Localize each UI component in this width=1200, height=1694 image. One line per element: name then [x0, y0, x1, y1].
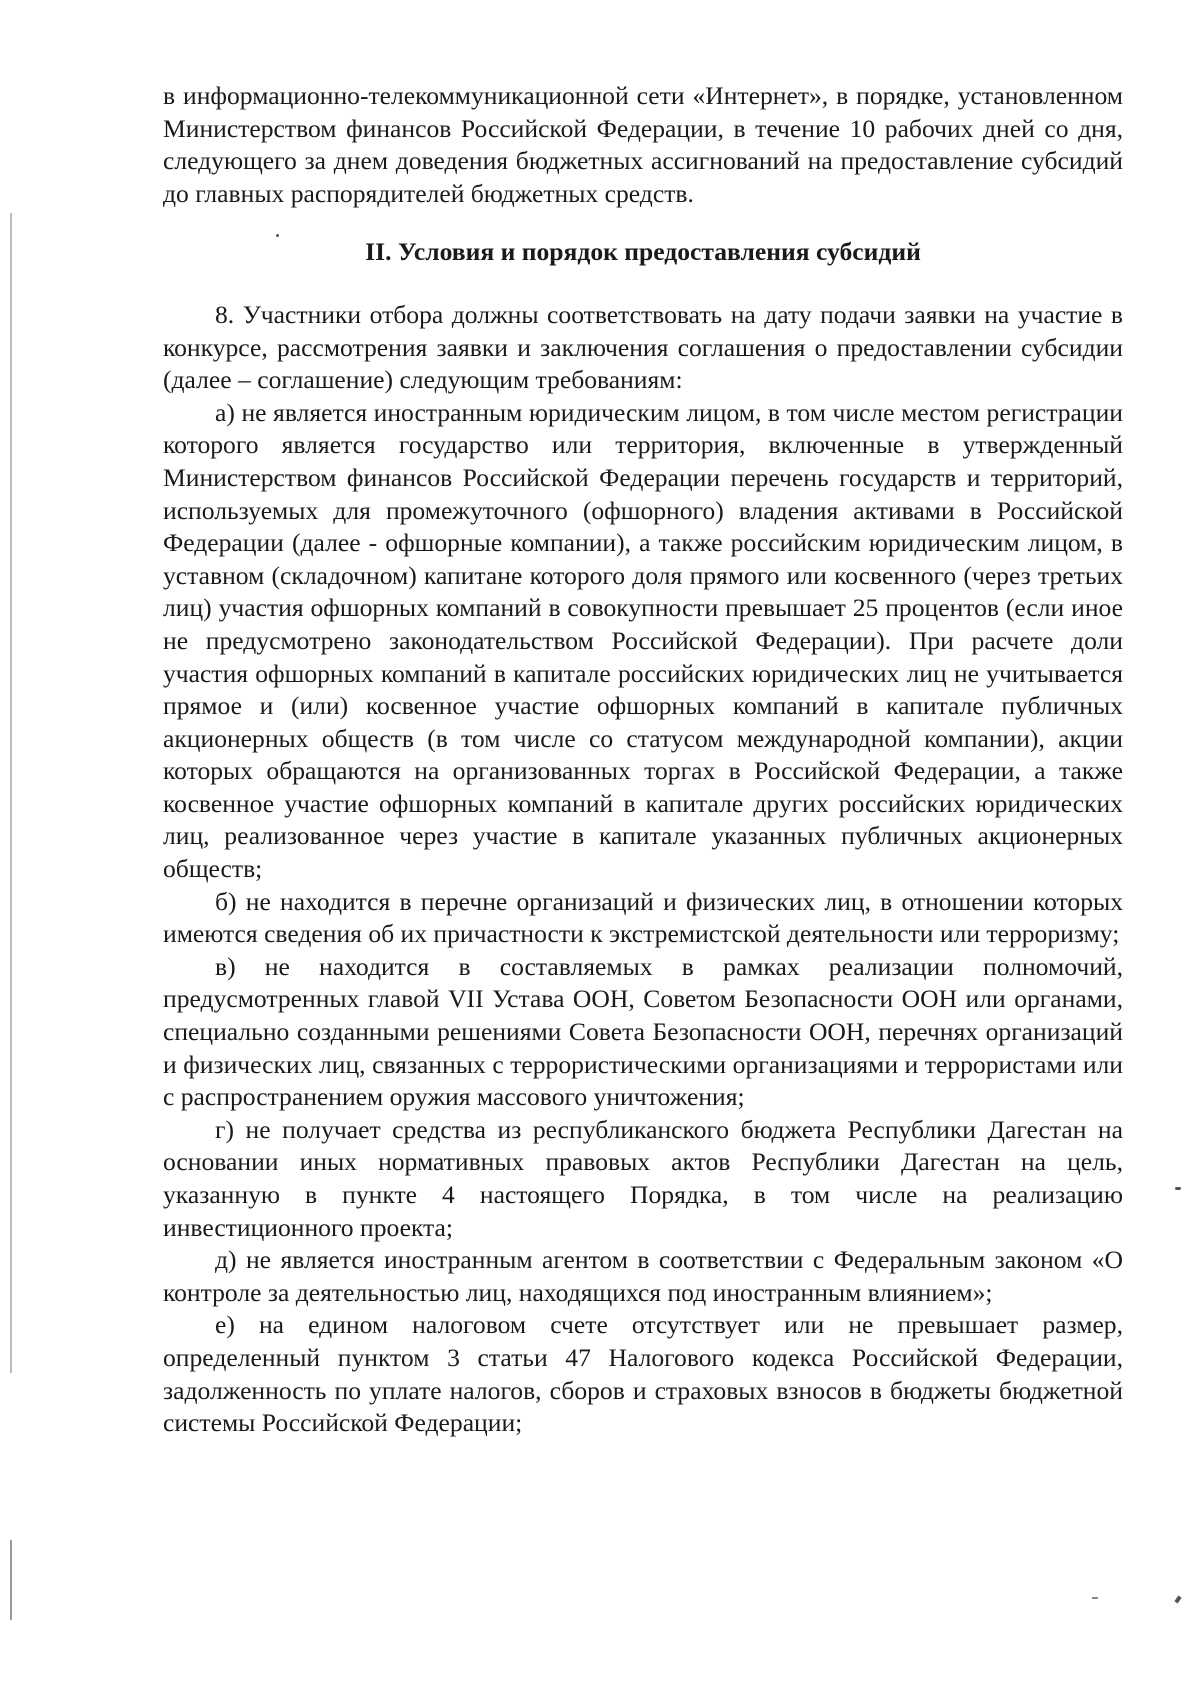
scan-artifact-left-line — [10, 213, 12, 1373]
paragraph-subitem-b: б) не находится в перечне организаций и физических лиц, в отношении которых имеются сведения об их причастности к экстремистской деятельности или терроризму; — [163, 886, 1123, 949]
intro-paragraph: в информационно-телекоммуникационной сети «Интернет», в порядке, установленном Министерством финансов Российской Федерации, в течение 10 рабочих дней со дня, следующего за днем доведения бюджетных ассигнований на предоставление субсидий до главных распорядителей бюджетных средств. — [163, 81, 1123, 208]
paragraph-subitem-a: а) не является иностранным юридическим лицом, в том числе местом регистрации которого является государство или территория, включенные в утвержденный Министерством финансов Российской Федерации перечень государств и территорий, используемых для промежуточного (офшорного) владения активами в Российской Федерации (далее - офшорные компании), а также российским юридическим лицом, в уставном (складочном) капитане которого доля прямого или косвенного (через третьих лиц) участия офшорных компаний в совокупности превышает 25 процентов (если иное не предусмотрено законодательством Российской Федерации). При расчете доли участия офшорных компаний в капитале российских юридических лиц не учитывается прямое и (или) косвенное участие офшорных компаний в капитале публичных акционерных обществ (в том числе со статусом международной компании), акции которых обращаются на организованных торгах в Российской Федерации, а также косвенное участие офшорных компаний в капитале других российских юридических лиц, реализованное через участие в капитале указанных публичных акционерных обществ; — [163, 397, 1123, 884]
scan-artifact-speck — [1174, 1595, 1181, 1603]
scan-artifact-speck — [1175, 1187, 1181, 1190]
document-page — [163, 80, 1123, 1440]
paragraph-subitem-d: д) не является иностранным агентом в соответствии с Федеральным законом «О контроле за деятельностью лиц, находящихся под иностранным влиянием»; — [163, 1245, 1123, 1307]
scan-artifact-left-line-lower — [10, 1540, 12, 1620]
scan-artifact-speck — [1092, 1597, 1098, 1599]
scan-artifact-speck — [276, 234, 279, 237]
section-heading: II. Условия и порядок предоставления субсидий — [365, 237, 921, 267]
paragraph-subitem-v: в) не находится в составляемых в рамках реализации полномочий, предусмотренных главой VII Устава ООН, Советом Безопасности ООН или органами, специально созданными решениями Совета Безопасности ООН, перечнях организаций и физических лиц, связанных с террористическими организациями и террористами или с распространением оружия массового уничтожения; — [163, 951, 1123, 1112]
paragraph-item-8: 8. Участники отбора должны соответствовать на дату подачи заявки на участие в конкурсе, рассмотрения заявки и заключения соглашения о предоставлении субсидии (далее – соглашение) следующим требованиям: — [163, 299, 1123, 395]
paragraph-subitem-g: г) не получает средства из республиканского бюджета Республики Дагестан на основании иных нормативных правовых актов Республики Дагестан на цель, указанную в пункте 4 настоящего Порядка, в том числе на реализацию инвестиционного проекта; — [163, 1114, 1123, 1242]
paragraph-subitem-e: е) на едином налоговом счете отсутствует или не превышает размер, определенный пунктом 3 статьи 47 Налогового кодекса Российской Федерации, задолженность по уплате налогов, сборов и страховых взносов в бюджеты бюджетной системы Российской Федерации; — [163, 1310, 1123, 1438]
